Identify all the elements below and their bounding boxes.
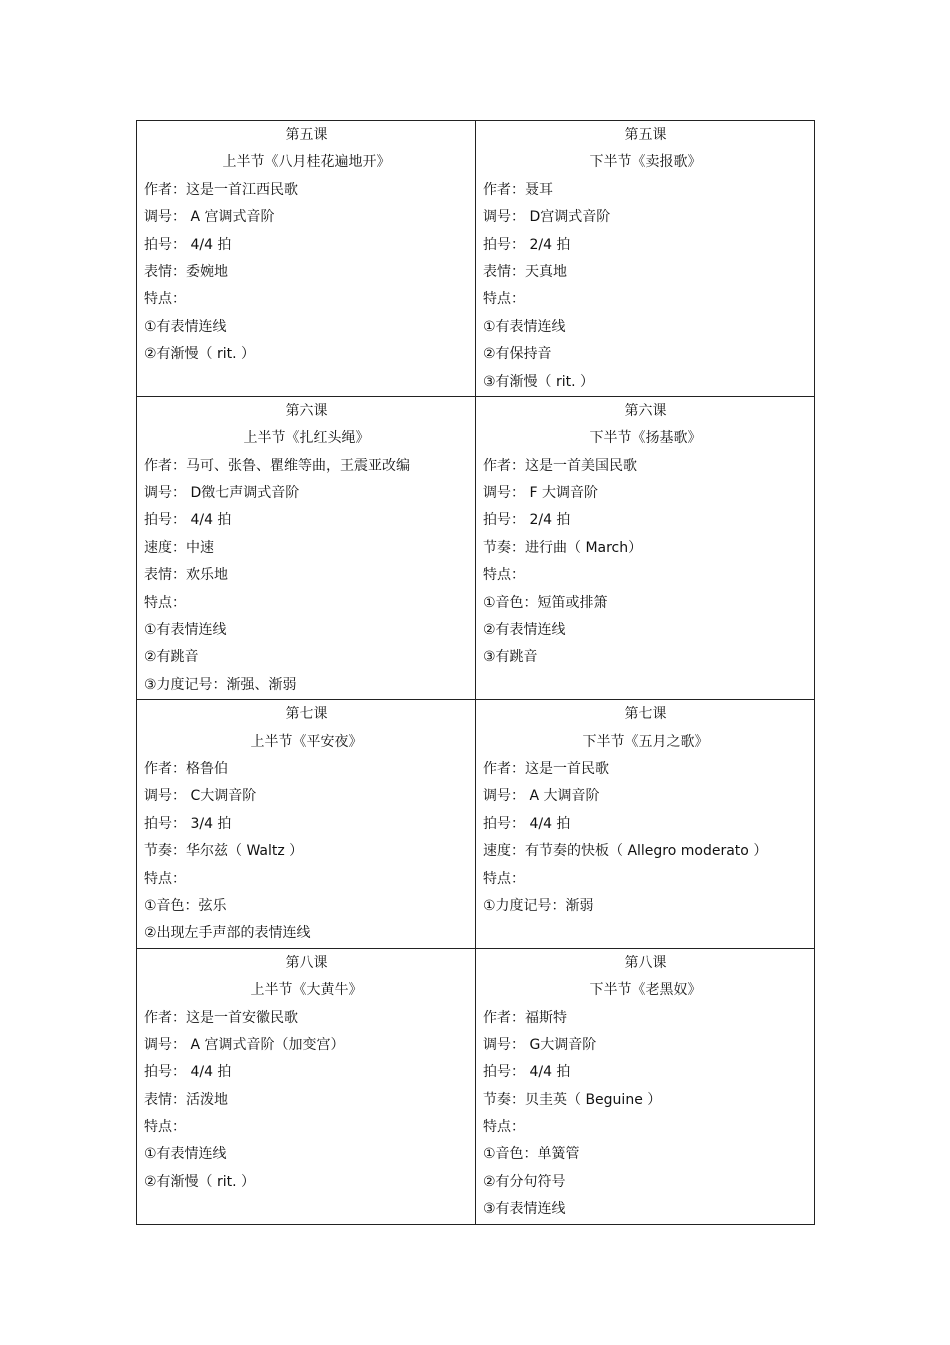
info-line: ②有表情连线 [483, 622, 566, 639]
lesson-number: 第七课 [285, 706, 328, 723]
song-title: 下半节《老黑奴》 [589, 982, 702, 999]
info-line: ②有渐慢（ rit. ） [144, 346, 256, 363]
info-line: 拍号： 4/4 拍 [483, 815, 571, 832]
lesson-number: 第六课 [624, 402, 667, 419]
song-title: 上半节《平安夜》 [250, 733, 363, 750]
info-line: 节奏：贝圭英（ Beguine ） [483, 1091, 662, 1108]
info-line: 作者：福斯特 [483, 1009, 567, 1026]
info-line: 调号： D宫调式音阶 [483, 209, 611, 226]
info-line: 作者：聂耳 [483, 181, 553, 198]
song-title: 上半节《扎红头绳》 [243, 430, 370, 447]
lesson-table-body [137, 121, 815, 1225]
info-line: 调号： D徵七声调式音阶 [144, 485, 300, 502]
info-line: ②有分句符号 [483, 1173, 566, 1190]
info-line: 作者：这是一首江西民歌 [144, 181, 298, 198]
info-line: ①有表情连线 [483, 318, 566, 335]
info-line: 作者：格鲁伯 [144, 760, 228, 777]
info-line: ②有跳音 [144, 649, 199, 666]
song-title: 下半节《卖报歌》 [589, 154, 702, 171]
lesson-number: 第六课 [285, 402, 328, 419]
lesson-row [137, 396, 815, 699]
lesson-cell-first-half [137, 948, 476, 1224]
lesson-cell-first-half [137, 700, 476, 949]
info-line: 速度：中速 [144, 539, 214, 556]
info-line: 拍号： 2/4 拍 [483, 236, 571, 253]
song-title: 上半节《八月桂花遍地开》 [222, 154, 391, 171]
info-line: ①有表情连线 [144, 622, 227, 639]
info-line: ③力度记号：渐强、渐弱 [144, 676, 297, 693]
lesson-row [137, 700, 815, 949]
info-line: 表情：委婉地 [144, 263, 228, 280]
song-title: 上半节《大黄牛》 [250, 982, 363, 999]
info-line: 调号： G大调音阶 [483, 1036, 597, 1053]
info-line: 拍号： 4/4 拍 [483, 1064, 571, 1081]
info-line: 作者：这是一首安徽民歌 [144, 1009, 298, 1026]
info-line: 特点： [483, 870, 525, 887]
info-line: ①音色：弦乐 [144, 897, 227, 914]
info-line: 速度：有节奏的快板（ Allegro moderato ） [483, 843, 768, 860]
lesson-cell-second-half [476, 948, 815, 1224]
info-line: 节奏：进行曲（ March） [483, 539, 643, 556]
info-line: 特点： [483, 291, 525, 308]
info-line: 特点： [144, 1119, 186, 1136]
info-line: 特点： [483, 567, 525, 584]
lesson-table [136, 120, 815, 1225]
info-line: 作者：这是一首美国民歌 [483, 457, 637, 474]
info-line: 拍号： 3/4 拍 [144, 815, 232, 832]
info-line: ①音色：短笛或排箫 [483, 594, 608, 611]
info-line: ①音色：单簧管 [483, 1146, 580, 1163]
lesson-row [137, 948, 815, 1224]
info-line: 特点： [144, 870, 186, 887]
info-line: 调号： C大调音阶 [144, 788, 257, 805]
info-line: 作者：马可、张鲁、瞿维等曲，王震亚改编 [144, 457, 410, 474]
info-line: 特点： [483, 1119, 525, 1136]
info-line: 调号： A 宫调式音阶 [144, 209, 275, 226]
info-line: 调号： A 宫调式音阶（加变宫） [144, 1036, 345, 1053]
info-line: 表情：天真地 [483, 263, 567, 280]
lesson-number: 第八课 [624, 954, 667, 971]
info-line: 特点： [144, 291, 186, 308]
info-line: ②有渐慢（ rit. ） [144, 1173, 256, 1190]
info-line: 调号： A 大调音阶 [483, 788, 600, 805]
info-line: 表情：活泼地 [144, 1091, 228, 1108]
lesson-row [137, 121, 815, 397]
info-line: 拍号： 4/4 拍 [144, 1064, 232, 1081]
info-line: ③有渐慢（ rit. ） [483, 373, 595, 390]
info-line: ①有表情连线 [144, 318, 227, 335]
info-line: 特点： [144, 594, 186, 611]
lesson-number: 第五课 [285, 127, 328, 143]
info-line: 拍号： 4/4 拍 [144, 236, 232, 253]
info-line: 作者：这是一首民歌 [483, 760, 609, 777]
lesson-cell-first-half [137, 121, 476, 397]
lesson-number: 第七课 [624, 706, 667, 723]
lesson-cell-second-half [476, 396, 815, 699]
lesson-number: 第八课 [285, 954, 328, 971]
info-line: 拍号： 4/4 拍 [144, 512, 232, 529]
lesson-number: 第五课 [624, 127, 667, 143]
info-line: 调号： F 大调音阶 [483, 485, 598, 502]
info-line: ②有保持音 [483, 346, 552, 363]
info-line: ①力度记号：渐弱 [483, 897, 594, 914]
info-line: 节奏：华尔兹（ Waltz ） [144, 843, 304, 860]
info-line: ③有表情连线 [483, 1201, 566, 1218]
song-title: 下半节《扬基歌》 [589, 430, 702, 447]
lesson-cell-second-half [476, 121, 815, 397]
info-line: 表情：欢乐地 [144, 567, 228, 584]
lesson-cell-second-half [476, 700, 815, 949]
song-title: 下半节《五月之歌》 [582, 733, 709, 750]
info-line: ①有表情连线 [144, 1146, 227, 1163]
info-line: ②出现左手声部的表情连线 [144, 925, 311, 942]
info-line: 拍号： 2/4 拍 [483, 512, 571, 529]
info-line: ③有跳音 [483, 649, 538, 666]
lesson-cell-first-half [137, 396, 476, 699]
